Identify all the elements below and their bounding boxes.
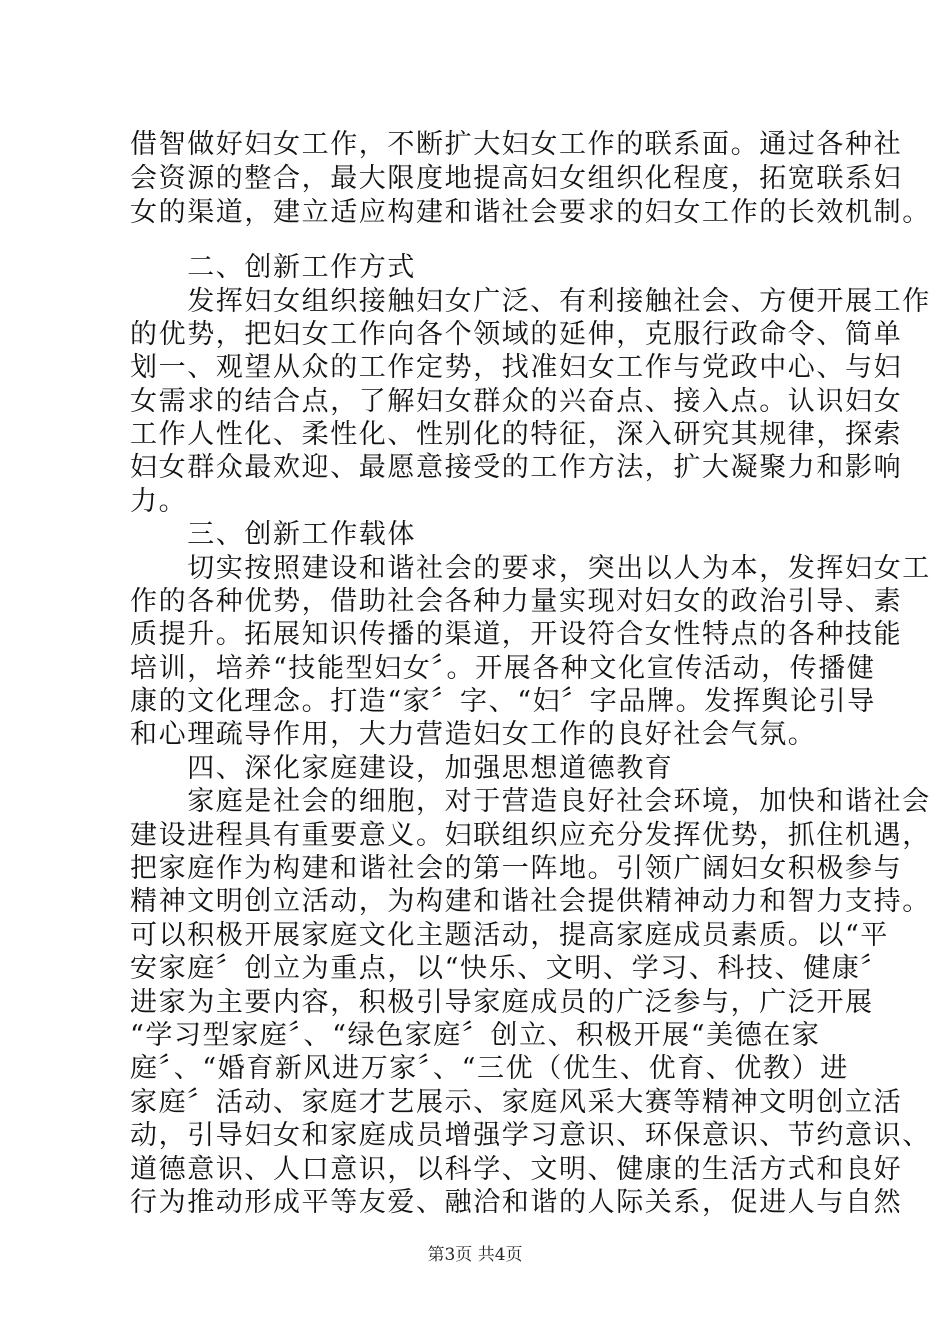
section-heading: 四、深化家庭建设，加强思想道德教育 xyxy=(130,753,674,784)
body-text-line: 动，引导妇女和家庭成员增强学习意识、环保意识、节约意识、 xyxy=(130,1120,931,1151)
body-text-line: 可以积极开展家庭文化主题活动，提高家庭成员素质。以“平 xyxy=(130,920,890,951)
body-text-line: 划一、观望从众的工作定势，找准妇女工作与党政中心、与妇 xyxy=(130,352,903,383)
section-heading: 三、创新工作载体 xyxy=(130,519,416,550)
body-text-line: 庭〞、“婚育新风进万家〞、“三优（优生、优育、优教）进 xyxy=(130,1053,849,1084)
page-number-footer: 第3页 共4页 xyxy=(427,1245,523,1265)
body-text-line: 妇女群众最欢迎、最愿意接受的工作方法，扩大凝聚力和影响 xyxy=(130,452,903,483)
body-text-line: 会资源的整合，最大限度地提高妇女组织化程度，拓宽联系妇 xyxy=(130,163,903,194)
body-text-line: 力。 xyxy=(130,486,188,517)
body-text-line: 发挥妇女组织接触妇女广泛、有利接触社会、方便开展工作 xyxy=(130,286,931,317)
body-text-line: 家庭〞活动、家庭才艺展示、家庭风采大赛等精神文明创立活 xyxy=(130,1087,903,1118)
body-text-line: 女的渠道，建立适应构建和谐社会要求的妇女工作的长效机制。 xyxy=(130,197,931,228)
body-text-line: 工作人性化、柔性化、性别化的特征，深入研究其规律，探索 xyxy=(130,419,903,450)
body-text-line: 女需求的结合点，了解妇女群众的兴奋点、接入点。认识妇女 xyxy=(130,386,903,417)
body-text-line: 进家为主要内容，积极引导家庭成员的广泛参与，广泛开展 xyxy=(130,987,874,1018)
body-text-line: 道德意识、人口意识，以科学、文明、健康的生活方式和良好 xyxy=(130,1154,903,1185)
body-text-line: 和心理疏导作用，大力营造妇女工作的良好社会气氛。 xyxy=(130,719,817,750)
body-text-line: 精神文明创立活动，为构建和谐社会提供精神动力和智力支持。 xyxy=(130,886,931,917)
body-text-line: 家庭是社会的细胞，对于营造良好社会环境，加快和谐社会 xyxy=(130,786,931,817)
body-text-line: 借智做好妇女工作，不断扩大妇女工作的联系面。通过各种社 xyxy=(130,129,903,160)
body-text-line: 行为推动形成平等友爱、融洽和谐的人际关系，促进人与自然 xyxy=(130,1187,903,1218)
body-text-line: “学习型家庭〞、“绿色家庭〞创立、积极开展“美德在家 xyxy=(130,1020,821,1051)
body-text-line: 培训，培养“技能型妇女〞。开展各种文化宣传活动，传播健 xyxy=(130,653,876,684)
body-text-line: 康的文化理念。打造“家〞字、“妇〞字品牌。发挥舆论引导 xyxy=(130,686,876,717)
body-text-line: 把家庭作为构建和谐社会的第一阵地。引领广阔妇女积极参与 xyxy=(130,853,903,884)
body-text-line: 建设进程具有重要意义。妇联组织应充分发挥优势，抓住机遇， xyxy=(130,820,931,851)
body-text-line: 安家庭〞创立为重点，以“快乐、文明、学习、科技、健康〞 xyxy=(130,953,890,984)
body-text-line: 的优势，把妇女工作向各个领域的延伸，克服行政命令、简单 xyxy=(130,319,903,350)
section-heading: 二、创新工作方式 xyxy=(130,252,416,283)
body-text-line: 质提升。拓展知识传播的渠道，开设符合女性特点的各种技能 xyxy=(130,619,903,650)
body-text-line: 切实按照建设和谐社会的要求，突出以人为本，发挥妇女工 xyxy=(130,553,931,584)
body-text-line: 作的各种优势，借助社会各种力量实现对妇女的政治引导、素 xyxy=(130,586,903,617)
